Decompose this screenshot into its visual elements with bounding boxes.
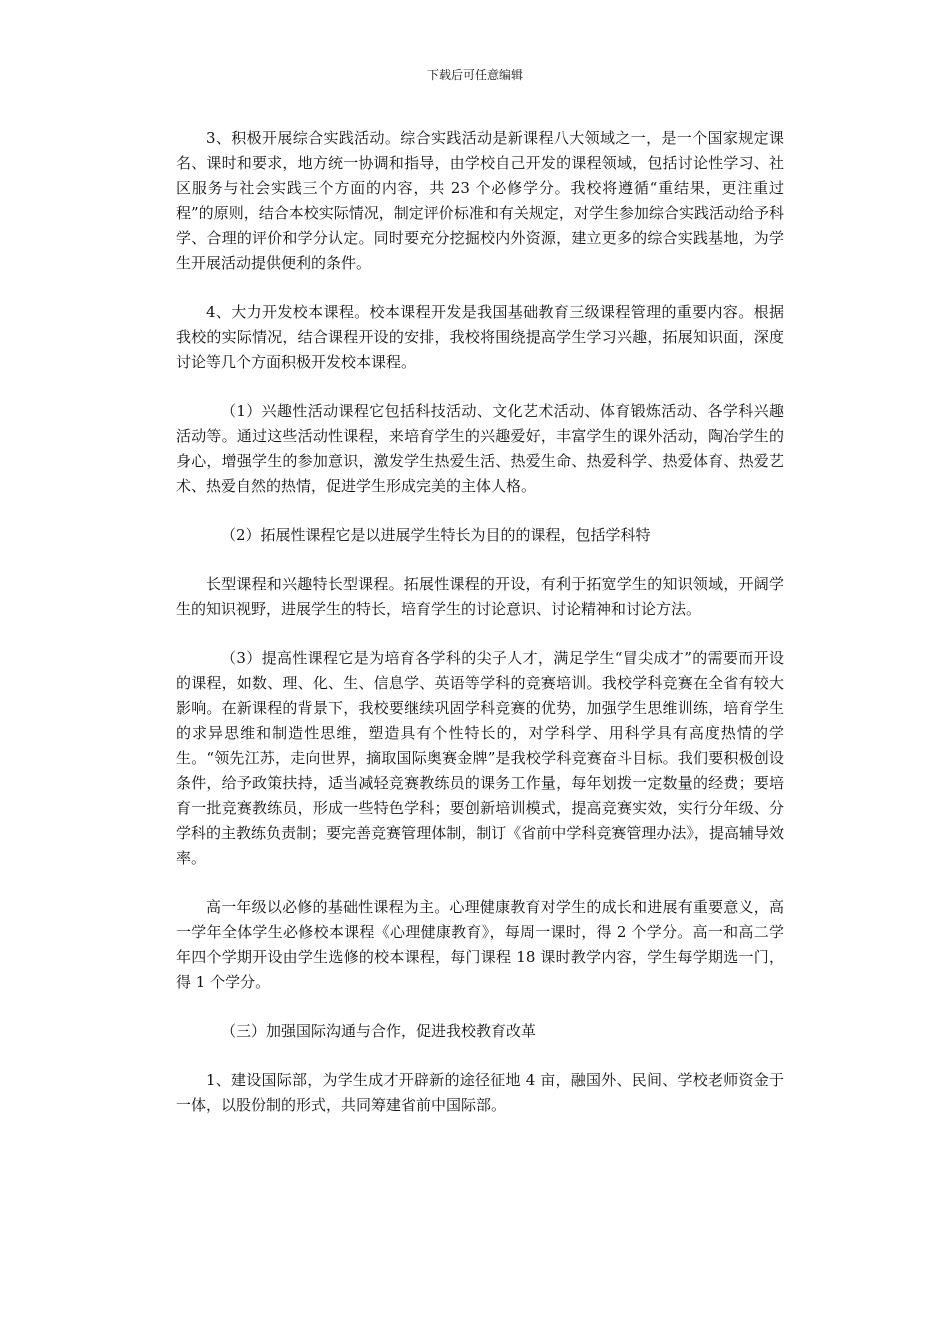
paragraph-extension-courses: （2）拓展性课程它是以进展学生特长为目的的课程，包括学科特: [221, 526, 651, 544]
section-heading-international: （三）加强国际沟通与合作，促进我校教育改革: [221, 1022, 537, 1040]
paragraph-advanced-courses: （3）提高性课程它是为培育各学科的尖子人才，满足学生“冒尖成才”的需要而开设的课程，如数、理、化、生、信息学、英语等学科的竞赛培训。我校学科竞赛在全省有较大影响。在新课程的背景下，我校要继续巩固学科竞赛的优势，加强学生思维训练，培育学生的求异思维和制造性思维，塑造具有个性特长的，对学科学、用科学具有高度热情的学生。“领先江苏，走向世界，摘取国际奥赛金牌”是我校学科竞赛奋斗目标。我们要积极创设条件，给予政策扶持，适当减轻竞赛教练员的课务工作量，每年划拨一定数量的经费；要培育一批竞赛教练员，形成一些特色学科；要创新培训模式，提高竞赛实效，实行分年级、分学科的主教练负责制；要完善竞赛管理体制，制订《省前中学科竞赛管理办法》，提高辅导效率。: [176, 649, 784, 867]
paragraph-interest-courses: （1）兴趣性活动课程它包括科技活动、文化艺术活动、体育锻炼活动、各学科兴趣活动等。通过这些活动性课程，来培育学生的兴趣爱好，丰富学生的课外活动，陶冶学生的身心，增强学生的参加意识，激发学生热爱生活、热爱生命、热爱科学、热爱体育、热爱艺术、热爱自然的热情，促进学生形成完美的主体人格。: [176, 402, 784, 495]
page-header: 下载后可任意编辑: [426, 68, 523, 82]
paragraph-grade-one-courses: 高一年级以必修的基础性课程为主。心理健康教育对学生的成长和进展有重要意义，高一学年全体学生必修校本课程《心理健康教育》，每周一课时，得 2 个学分。高一和高二学年四个学期开设由学生选修的校本课程，每门课程 18 课时教学内容，学生每学期选一门，得 1 个学分。: [176, 898, 784, 991]
document-body: [176, 126, 784, 1118]
paragraph-extension-courses-continued: 长型课程和兴趣特长型课程。拓展性课程的开设，有利于拓宽学生的知识领域，开阔学生的知识视野，进展学生的特长，培育学生的讨论意识、讨论精神和讨论方法。: [176, 575, 784, 618]
paragraph-practice-activities: 3、积极开展综合实践活动。综合实践活动是新课程八大领域之一，是一个国家规定课名、课时和要求，地方统一协调和指导，由学校自己开发的课程领域，包括讨论性学习、社区服务与社会实践三个方面的内容，共 23 个必修学分。我校将遵循“重结果，更注重过程”的原则，结合本校实际情况，制定评价标准和有关规定，对学生参加综合实践活动给予科学、合理的评价和学分认定。同时要充分挖掘校内外资源，建立更多的综合实践基地，为学生开展活动提供便利的条件。: [176, 129, 784, 272]
paragraph-international-department: 1、建设国际部，为学生成才开辟新的途径征地 4 亩，融国外、民间、学校老师资金于一体，以股份制的形式，共同筹建省前中国际部。: [176, 1071, 784, 1114]
paragraph-school-curriculum: 4、大力开发校本课程。校本课程开发是我国基础教育三级课程管理的重要内容。根据我校的实际情况，结合课程开设的安排，我校将围绕提高学生学习兴趣，拓展知识面，深度讨论等几个方面积极开发校本课程。: [176, 303, 784, 371]
